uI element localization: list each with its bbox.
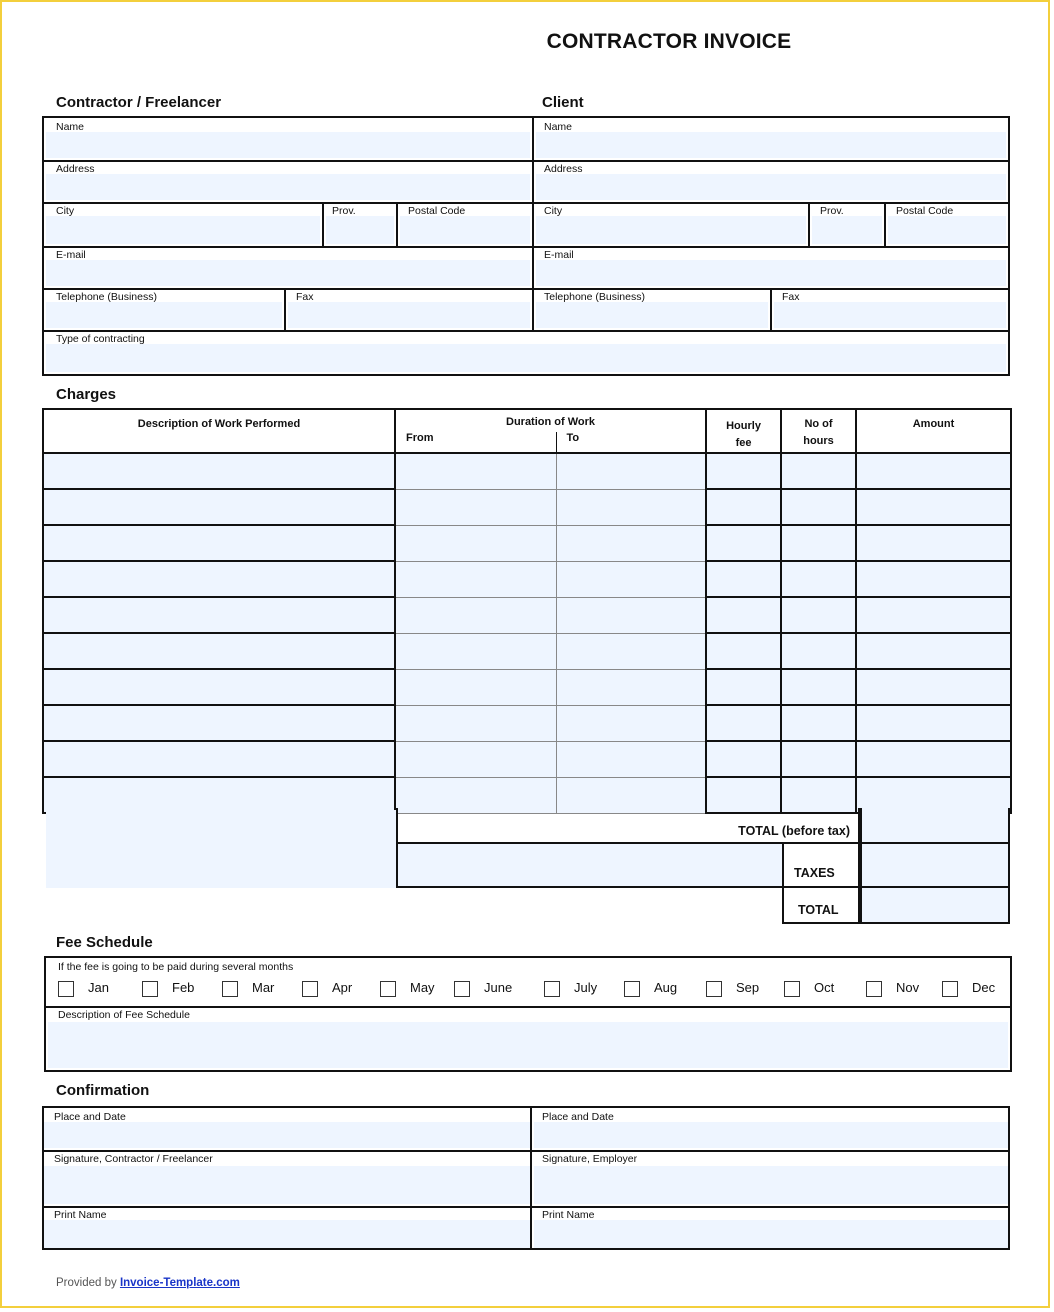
month-label: July: [574, 980, 598, 995]
month-checkbox[interactable]: [706, 981, 722, 997]
place-date-left-label: Place and Date: [54, 1111, 126, 1123]
charge-amount-cell[interactable]: [856, 561, 1011, 597]
col-no-of-hours: No of hours: [781, 409, 856, 453]
month-option[interactable]: [454, 980, 512, 997]
col-description: Description of Work Performed: [43, 409, 395, 453]
charge-hours-cell[interactable]: [781, 525, 856, 561]
charge-to-cell[interactable]: [556, 525, 706, 561]
charge-hours-cell[interactable]: [781, 633, 856, 669]
charge-to-cell[interactable]: [556, 633, 706, 669]
charge-to-cell[interactable]: [556, 705, 706, 741]
col-amount: Amount: [856, 409, 1011, 453]
client-name-label: Name: [544, 121, 573, 133]
charge-from-cell[interactable]: [395, 561, 556, 597]
confirmation-box: [42, 1106, 1010, 1250]
charge-row: [43, 669, 1011, 705]
contractor-address-field[interactable]: [46, 174, 530, 200]
month-label: Aug: [654, 980, 678, 995]
month-checkbox[interactable]: [866, 981, 882, 997]
contractor-telephone-label: Telephone (Business): [56, 291, 157, 303]
charge-row: [43, 705, 1011, 741]
month-checkbox[interactable]: [624, 981, 640, 997]
charge-from-cell[interactable]: [395, 741, 556, 777]
footer-link[interactable]: Invoice-Template.com: [119, 1277, 240, 1289]
month-option[interactable]: [942, 980, 995, 997]
type-of-contracting-label: Type of contracting: [56, 333, 145, 345]
charge-hours-cell[interactable]: [781, 597, 856, 633]
month-label: Feb: [172, 980, 195, 995]
month-label: June: [484, 980, 513, 995]
month-checkbox[interactable]: [454, 981, 470, 997]
contractor-prov-label: Prov.: [332, 205, 356, 217]
party-info-box: [42, 116, 1010, 376]
month-option[interactable]: [784, 980, 834, 997]
month-label: Nov: [896, 980, 920, 995]
total-label: TOTAL: [798, 903, 839, 917]
fee-schedule-note: If the fee is going to be paid during several months: [58, 961, 294, 973]
footer-provided-by: Provided by: [56, 1277, 117, 1289]
totals-box: [396, 808, 1010, 924]
client-prov-field[interactable]: [812, 216, 882, 244]
col-duration: Duration of Work: [395, 409, 706, 432]
col-to: To: [556, 432, 706, 453]
footer: [56, 1277, 240, 1289]
charge-hourly-fee-cell[interactable]: [706, 561, 781, 597]
place-date-right-label: Place and Date: [542, 1111, 614, 1123]
charge-amount-cell[interactable]: [856, 633, 1011, 669]
month-checkbox[interactable]: [942, 981, 958, 997]
month-checkbox[interactable]: [380, 981, 396, 997]
client-telephone-label: Telephone (Business): [544, 291, 645, 303]
charge-description-cell[interactable]: [43, 741, 395, 777]
print-name-right-field[interactable]: [534, 1220, 1008, 1248]
charge-hours-cell[interactable]: [781, 741, 856, 777]
charge-description-cell[interactable]: [43, 777, 395, 813]
client-email-field[interactable]: [536, 260, 1006, 286]
charge-from-cell[interactable]: [395, 525, 556, 561]
client-address-label: Address: [544, 163, 583, 175]
notes-area[interactable]: [46, 810, 396, 888]
month-option[interactable]: [58, 980, 109, 997]
client-name-field[interactable]: [536, 132, 1006, 158]
month-checkbox[interactable]: [58, 981, 74, 997]
fee-schedule-description-field[interactable]: [48, 1022, 1008, 1068]
contractor-fax-field[interactable]: [288, 302, 530, 328]
signature-employer-field[interactable]: [534, 1166, 1008, 1204]
charge-description-cell[interactable]: [43, 561, 395, 597]
charge-from-cell[interactable]: [395, 489, 556, 525]
charge-hourly-fee-cell[interactable]: [706, 489, 781, 525]
client-prov-label: Prov.: [820, 205, 844, 217]
charge-to-cell[interactable]: [556, 561, 706, 597]
month-label: Mar: [252, 980, 275, 995]
charge-row: [43, 561, 1011, 597]
fee-schedule-heading: Fee Schedule: [56, 934, 153, 951]
month-label: Apr: [332, 980, 353, 995]
charge-description-cell[interactable]: [43, 453, 395, 489]
col-hourly-fee: Hourly fee: [706, 409, 781, 453]
charge-hours-cell[interactable]: [781, 669, 856, 705]
contractor-name-label: Name: [56, 121, 85, 133]
month-option[interactable]: [302, 980, 352, 997]
charges-table: [42, 408, 1012, 814]
print-name-left-label: Print Name: [54, 1209, 107, 1221]
month-checkbox[interactable]: [302, 981, 318, 997]
total-before-tax-label: TOTAL (before tax): [738, 824, 850, 838]
month-option[interactable]: [380, 980, 435, 997]
month-label: Dec: [972, 980, 996, 995]
contractor-fax-label: Fax: [296, 291, 314, 303]
charge-to-cell[interactable]: [556, 597, 706, 633]
charge-to-cell[interactable]: [556, 453, 706, 489]
charge-amount-cell[interactable]: [856, 705, 1011, 741]
client-heading: Client: [542, 94, 584, 111]
month-label: May: [410, 980, 435, 995]
charge-amount-cell[interactable]: [856, 597, 1011, 633]
print-name-right-label: Print Name: [542, 1209, 595, 1221]
contractor-prov-field[interactable]: [326, 216, 394, 244]
charge-hourly-fee-cell[interactable]: [706, 525, 781, 561]
charge-from-cell[interactable]: [395, 633, 556, 669]
month-checkbox[interactable]: [784, 981, 800, 997]
month-option[interactable]: [624, 980, 677, 997]
month-option[interactable]: [706, 980, 759, 997]
charge-hourly-fee-cell[interactable]: [706, 705, 781, 741]
charge-row: [43, 633, 1011, 669]
charge-from-cell[interactable]: [395, 453, 556, 489]
charge-description-cell[interactable]: [43, 525, 395, 561]
charge-row: [43, 741, 1011, 777]
client-fax-field[interactable]: [774, 302, 1006, 328]
charge-row: [43, 597, 1011, 633]
charge-hourly-fee-cell[interactable]: [706, 633, 781, 669]
contractor-postal-field[interactable]: [400, 216, 530, 244]
charge-amount-cell[interactable]: [856, 741, 1011, 777]
month-option[interactable]: [866, 980, 919, 997]
month-checkbox[interactable]: [142, 981, 158, 997]
charge-hours-cell[interactable]: [781, 705, 856, 741]
total-field[interactable]: [860, 888, 1010, 924]
charge-from-cell[interactable]: [395, 597, 556, 633]
charge-hours-cell[interactable]: [781, 489, 856, 525]
confirmation-heading: Confirmation: [56, 1082, 150, 1099]
charge-from-cell[interactable]: [395, 669, 556, 705]
client-email-label: E-mail: [544, 249, 574, 261]
charge-row: [43, 525, 1011, 561]
client-city-field[interactable]: [536, 216, 806, 244]
charge-to-cell[interactable]: [556, 489, 706, 525]
month-option[interactable]: [222, 980, 274, 997]
contractor-email-label: E-mail: [56, 249, 86, 261]
month-label: Sep: [736, 980, 760, 995]
contractor-heading: Contractor / Freelancer: [56, 94, 222, 111]
fee-schedule-description-label: Description of Fee Schedule: [58, 1009, 190, 1021]
signature-employer-label: Signature, Employer: [542, 1153, 638, 1165]
charge-amount-cell[interactable]: [856, 525, 1011, 561]
charge-hourly-fee-cell[interactable]: [706, 597, 781, 633]
charge-amount-cell[interactable]: [856, 453, 1011, 489]
contractor-city-label: City: [56, 205, 75, 217]
charges-heading: Charges: [56, 386, 117, 403]
place-date-right-field[interactable]: [534, 1122, 1008, 1148]
signature-contractor-label: Signature, Contractor / Freelancer: [54, 1153, 213, 1165]
client-address-field[interactable]: [536, 174, 1006, 200]
client-postal-field[interactable]: [888, 216, 1006, 244]
print-name-left-field[interactable]: [44, 1220, 530, 1248]
fee-schedule-box: [44, 956, 1012, 1072]
charge-hourly-fee-cell[interactable]: [706, 741, 781, 777]
charge-hours-cell[interactable]: [781, 453, 856, 489]
month-label: Jan: [88, 980, 109, 995]
charge-row: [43, 453, 1011, 489]
charge-row: [43, 489, 1011, 525]
col-from: From: [395, 432, 556, 453]
contractor-telephone-field[interactable]: [46, 302, 282, 328]
client-city-label: City: [544, 205, 563, 217]
charge-description-cell[interactable]: [43, 489, 395, 525]
page-title: CONTRACTOR INVOICE: [546, 30, 792, 53]
month-option[interactable]: [544, 980, 597, 997]
charge-description-cell[interactable]: [43, 669, 395, 705]
client-postal-label: Postal Code: [896, 205, 954, 217]
charge-hourly-fee-cell[interactable]: [706, 669, 781, 705]
charge-amount-cell[interactable]: [856, 669, 1011, 705]
taxes-field[interactable]: [860, 844, 1010, 888]
charge-hourly-fee-cell[interactable]: [706, 453, 781, 489]
charge-amount-cell[interactable]: [856, 489, 1011, 525]
charge-hours-cell[interactable]: [781, 561, 856, 597]
charge-description-cell[interactable]: [43, 705, 395, 741]
taxes-label: TAXES: [794, 866, 835, 880]
contractor-postal-label: Postal Code: [408, 205, 466, 217]
type-of-contracting-field[interactable]: [46, 344, 1006, 372]
taxes-note-field[interactable]: [396, 844, 784, 888]
contractor-email-field[interactable]: [46, 260, 530, 286]
total-before-tax-field[interactable]: [860, 808, 1010, 844]
charge-description-cell[interactable]: [43, 597, 395, 633]
charge-to-cell[interactable]: [556, 741, 706, 777]
charge-description-cell[interactable]: [43, 633, 395, 669]
month-checkbox[interactable]: [222, 981, 238, 997]
month-option[interactable]: [142, 980, 194, 997]
contractor-name-field[interactable]: [46, 132, 530, 158]
contractor-address-label: Address: [56, 163, 95, 175]
client-fax-label: Fax: [782, 291, 800, 303]
month-checkbox[interactable]: [544, 981, 560, 997]
charge-to-cell[interactable]: [556, 669, 706, 705]
contractor-city-field[interactable]: [46, 216, 320, 244]
signature-contractor-field[interactable]: [44, 1166, 530, 1204]
charge-from-cell[interactable]: [395, 705, 556, 741]
month-label: Oct: [814, 980, 835, 995]
place-date-left-field[interactable]: [44, 1122, 530, 1148]
client-telephone-field[interactable]: [536, 302, 768, 328]
